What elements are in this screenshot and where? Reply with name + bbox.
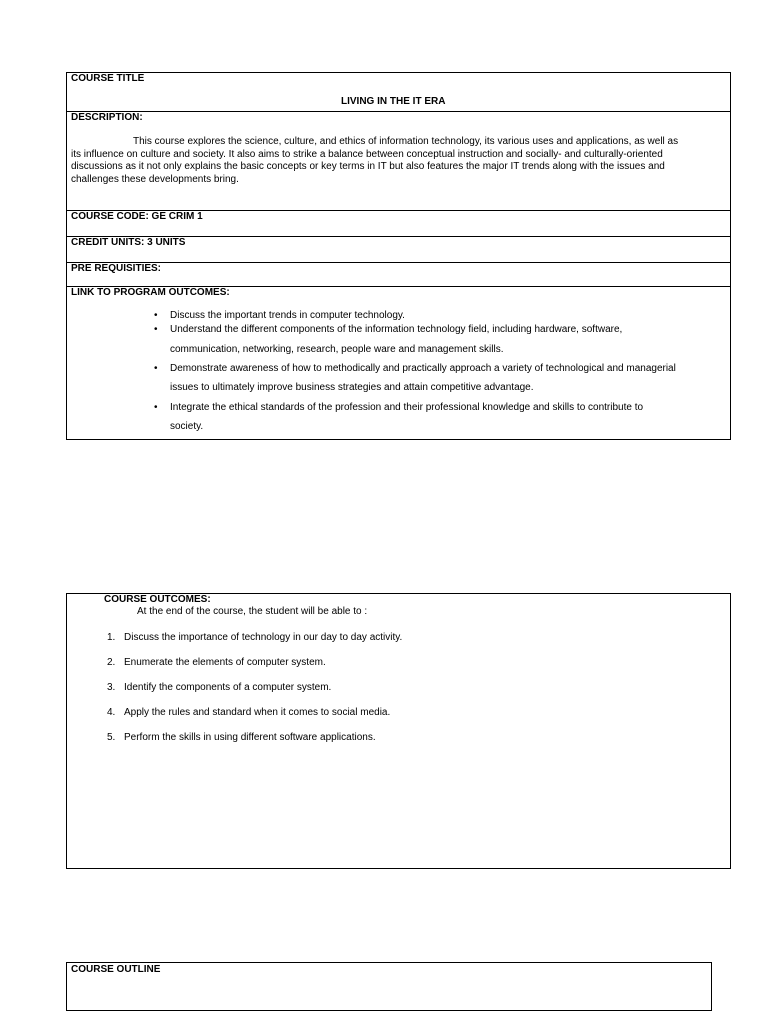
description-line: This course explores the science, culture, and ethics of information technology, its various uses and applications, as well as <box>133 136 679 147</box>
description-label: DESCRIPTION: <box>71 112 143 123</box>
program-outcome-item-cont: communication, networking, research, people ware and management skills. <box>170 344 504 355</box>
bullet-icon: • <box>154 402 158 413</box>
description-row <box>67 112 730 211</box>
outcome-item: Discuss the importance of technology in our day to day activity. <box>124 632 403 643</box>
program-outcome-item: Discuss the important trends in computer technology. <box>170 310 405 321</box>
program-outcome-item-cont: issues to ultimately improve business strategies and attain competitive advantage. <box>170 382 534 393</box>
outcome-number: 5. <box>107 732 116 743</box>
outcome-item: Perform the skills in using different software applications. <box>124 732 376 743</box>
course-title-row <box>67 73 730 112</box>
course-code-row <box>67 211 730 237</box>
course-outcomes-intro: At the end of the course, the student will be able to : <box>137 606 368 617</box>
course-title-value: LIVING IN THE IT ERA <box>341 96 446 107</box>
program-outcome-item: Demonstrate awareness of how to methodically and practically approach a variety of technological and managerial <box>170 363 676 374</box>
bullet-icon: • <box>154 363 158 374</box>
outcome-item: Identify the components of a computer system. <box>124 682 332 693</box>
program-outcomes-label: LINK TO PROGRAM OUTCOMES: <box>71 287 230 298</box>
description-line: challenges these developments bring. <box>71 173 239 185</box>
course-info-table <box>66 72 731 440</box>
course-outcomes-label: COURSE OUTCOMES: <box>104 594 211 605</box>
outcome-number: 1. <box>107 632 116 643</box>
course-code: COURSE CODE: GE CRIM 1 <box>71 211 203 222</box>
program-outcome-item: Integrate the ethical standards of the profession and their professional knowledge and skills to contribute to <box>170 402 644 413</box>
program-outcome-item-cont: society. <box>170 421 204 432</box>
description-line: discussions as it not only explains the basic concepts or key terms in IT but also features the major IT trends along with the issues and <box>71 161 665 172</box>
outcome-item: Apply the rules and standard when it comes to social media. <box>124 707 391 718</box>
bullet-icon: • <box>154 324 158 335</box>
description-text <box>71 136 727 186</box>
course-outline-label: COURSE OUTLINE <box>71 964 161 975</box>
outcome-number: 2. <box>107 657 116 668</box>
description-line: its influence on culture and society. It also aims to strike a balance between conceptual instruction and socially- and culturally-oriented <box>71 148 663 160</box>
outcome-number: 4. <box>107 707 116 718</box>
course-outcomes-box <box>66 593 731 869</box>
course-title-label: COURSE TITLE <box>71 73 145 84</box>
pre-requisites-row <box>67 263 730 287</box>
program-outcomes-section <box>67 287 730 439</box>
bullet-icon: • <box>154 310 158 321</box>
course-outline-box <box>66 962 712 1011</box>
credit-units: CREDIT UNITS: 3 UNITS <box>71 237 186 248</box>
credit-units-row <box>67 237 730 263</box>
pre-requisites: PRE REQUISITIES: <box>71 263 162 274</box>
outcome-item: Enumerate the elements of computer system. <box>124 657 326 668</box>
outcome-number: 3. <box>107 682 116 693</box>
program-outcome-item: Understand the different components of the information technology field, including hardware, software, <box>170 324 623 335</box>
